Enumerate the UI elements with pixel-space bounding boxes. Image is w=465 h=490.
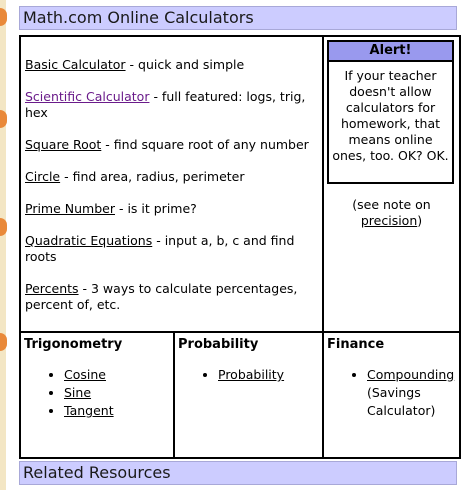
calculator-description: - find area, radius, perimeter — [60, 169, 245, 184]
finance-heading: Finance — [327, 337, 385, 352]
trigonometry-heading: Trigonometry — [24, 337, 123, 352]
trigonometry-list — [24, 366, 170, 420]
prime-number-link[interactable]: Prime Number — [25, 201, 115, 216]
probability-section — [175, 333, 324, 457]
probability-heading: Probability — [178, 337, 259, 352]
list-item — [25, 201, 318, 217]
list-item — [25, 137, 318, 153]
alert-heading: Alert! — [329, 42, 452, 62]
basic-calculator-link[interactable]: Basic Calculator — [25, 57, 126, 72]
calculator-description: - input a, b, c and find roots — [25, 233, 295, 264]
compounding-link[interactable]: Compounding — [367, 367, 455, 382]
precision-note — [324, 197, 459, 229]
circle-link[interactable]: Circle — [25, 169, 61, 184]
percents-link[interactable]: Percents — [25, 281, 79, 296]
list-item — [64, 384, 170, 402]
list-item — [218, 366, 319, 384]
list-item — [25, 169, 318, 185]
calculator-description: - full featured: logs, trig, hex — [25, 89, 306, 120]
probability-list — [178, 366, 319, 384]
list-item — [367, 366, 456, 420]
list-item — [25, 233, 318, 265]
cosine-link[interactable]: Cosine — [64, 367, 106, 382]
note-prefix: (see note on — [352, 197, 431, 212]
page-title: Math.com Online Calculators — [19, 6, 457, 30]
scientific-calculator-link[interactable]: Scientific Calculator — [25, 89, 150, 104]
left-side-strip — [0, 0, 6, 490]
list-item — [25, 89, 318, 121]
alert-message: If your teacher doesn't allow calculators for homework, that means online ones, too. OK? OK. — [332, 68, 449, 163]
related-resources-header: Related Resources — [19, 461, 457, 485]
calculator-description: - 3 ways to calculate percentages, percent of, etc. — [25, 281, 298, 312]
list-item — [25, 57, 318, 73]
calculator-description: - find square root of any number — [101, 137, 309, 152]
trigonometry-section — [21, 333, 175, 457]
quadratic-equations-link[interactable]: Quadratic Equations — [25, 233, 153, 248]
alert-box — [327, 40, 454, 184]
probability-link[interactable]: Probability — [218, 367, 285, 382]
finance-section — [324, 333, 459, 457]
square-root-link[interactable]: Square Root — [25, 137, 102, 152]
alert-column — [324, 37, 459, 333]
list-item — [64, 402, 170, 420]
list-item — [25, 281, 318, 313]
finance-list — [327, 366, 456, 420]
calculators-table — [19, 35, 461, 459]
sine-link[interactable]: Sine — [64, 385, 92, 400]
calculator-description: - is it prime? — [114, 201, 197, 216]
calculator-list — [21, 37, 324, 333]
tangent-link[interactable]: Tangent — [64, 403, 114, 418]
calculator-description: - quick and simple — [125, 57, 245, 72]
list-item — [64, 366, 170, 384]
savings-calculator-note: (Savings Calculator) — [367, 385, 436, 418]
note-suffix: ) — [417, 213, 423, 228]
precision-link[interactable]: precision — [360, 213, 418, 228]
